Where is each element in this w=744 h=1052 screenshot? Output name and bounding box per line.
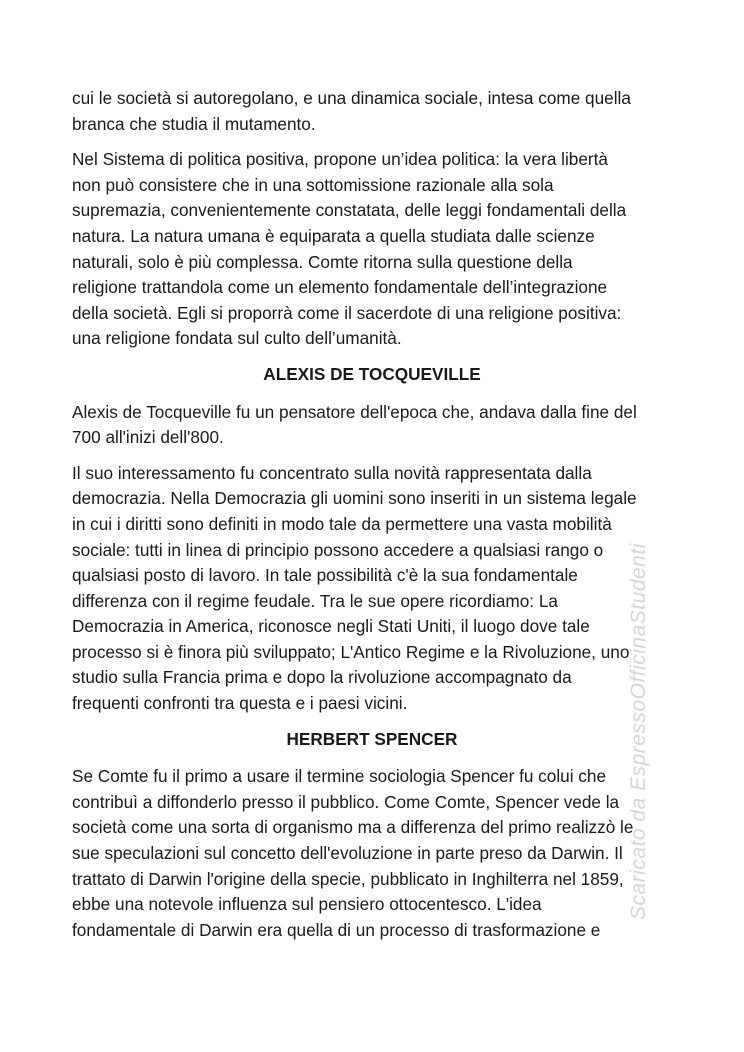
text-line: democrazia. Nella Democrazia gli uomini sono inseriti in un sistema legale — [72, 488, 637, 509]
text-line: studio sulla Francia prima e dopo la rivoluzione accompagnato da — [72, 667, 572, 688]
text-line: qualsiasi posto di lavoro. In tale possibilità c'è la sua fondamentale — [72, 565, 578, 586]
text-line: sociale: tutti in linea di principio possono accedere a qualsiasi rango o — [72, 539, 604, 560]
text-line: Il suo interessamento fu concentrato sulla novità rappresentata dalla — [72, 462, 592, 483]
text-line: natura. La natura umana è equiparata a quella studiata dalle scienze — [72, 225, 595, 246]
text-line: processo si è finora più sviluppato; L'Antico Regime e la Rivoluzione, uno — [72, 641, 630, 662]
paragraph-tocqueville-intro — [72, 400, 672, 451]
text-line: una religione fondata sul culto dell’umanità. — [72, 328, 402, 349]
text-line: società come una sorta di organismo ma a differenza del primo realizzò le — [72, 817, 634, 838]
text-line: supremazia, convenientemente constatata, delle leggi fondamentali della — [72, 200, 627, 221]
paragraph-comte-politics — [72, 147, 672, 352]
text-line: Democrazia in America, riconosce negli Stati Uniti, il luogo dove tale — [72, 616, 590, 637]
text-line: Se Comte fu il primo a usare il termine sociologia Spencer fu colui che — [72, 766, 607, 787]
text-line: della società. Egli si proporrà come il sacerdote di una religione positiva: — [72, 302, 622, 323]
paragraph-tocqueville-democracy — [72, 461, 672, 717]
text-line: non può consistere che in una sottomissione razionale alla sola — [72, 174, 554, 195]
text-line: Nel Sistema di politica positiva, propone un’idea politica: la vera libertà — [72, 149, 608, 170]
text-line: Alexis de Tocqueville fu un pensatore dell'epoca che, andava dalla fine del — [72, 401, 637, 422]
watermark-text: Scaricato da EspressoOfficinaStudenti — [627, 543, 650, 920]
text-line: fondamentale di Darwin era quella di un processo di trasformazione e — [72, 919, 601, 940]
text-line: religione trattandola come un elemento fondamentale dell’integrazione — [72, 277, 608, 298]
heading-tocqueville: ALEXIS DE TOCQUEVILLE — [263, 363, 481, 384]
heading-spencer: HERBERT SPENCER — [286, 728, 458, 749]
paragraph-comte-statics — [72, 86, 672, 137]
paragraph-spencer — [72, 764, 672, 943]
text-line: 700 all'inizi dell'800. — [72, 427, 224, 448]
text-line: differenza con il regime feudale. Tra le sue opere ricordiamo: La — [72, 590, 558, 611]
text-line: frequenti confronti tra questa e i paesi vicini. — [72, 693, 408, 714]
text-line: in cui i diritti sono definiti in modo tale da permettere una vasta mobilità — [72, 513, 612, 534]
text-line: sue speculazioni sul concetto dell'evoluzione in parte preso da Darwin. Il — [72, 843, 623, 864]
text-line: naturali, solo è più complessa. Comte ritorna sulla questione della — [72, 251, 573, 272]
text-line: ebbe una notevole influenza sul pensiero ottocentesco. L'idea — [72, 894, 542, 915]
text-line: branca che studia il mutamento. — [72, 113, 316, 134]
document-page — [72, 86, 672, 953]
text-line: contribuì a diffonderlo presso il pubblico. Come Comte, Spencer vede la — [72, 791, 620, 812]
text-line: trattato di Darwin l'origine della specie, pubblicato in Inghilterra nel 1859, — [72, 868, 624, 889]
text-line: cui le società si autoregolano, e una dinamica sociale, intesa come quella — [72, 88, 631, 108]
